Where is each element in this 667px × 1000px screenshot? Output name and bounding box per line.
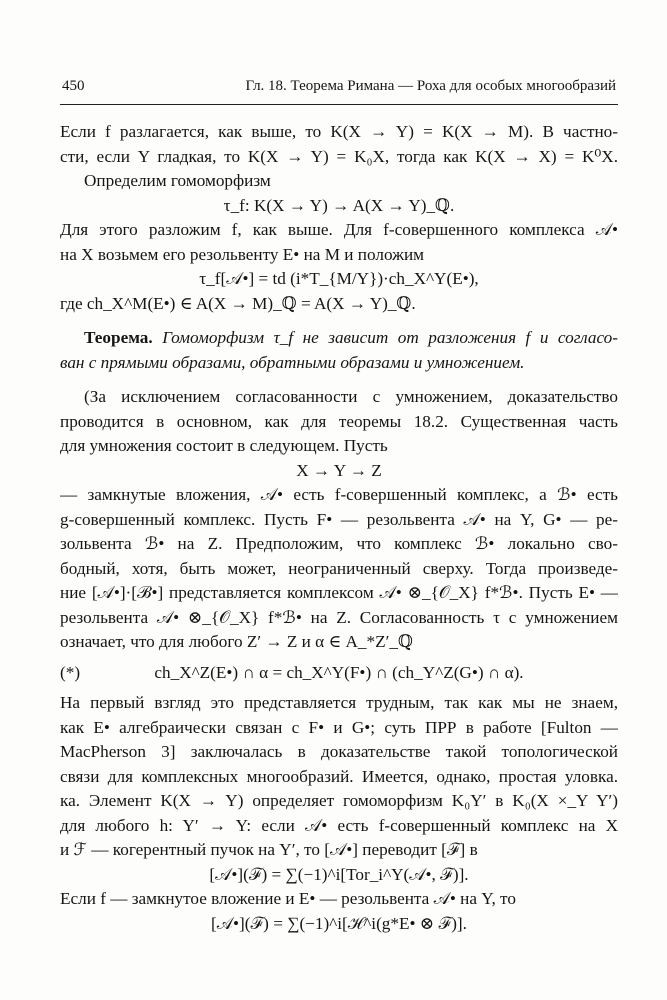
text-line: ка. Элемент K(X → Y) определяет гомоморфизм K₀Y′ в K₀(X ×_Y Y′): [60, 791, 618, 810]
running-title: Гл. 18. Теорема Римана — Роха для особых многообразий: [245, 78, 616, 94]
text-line: Для этого разложим f, как выше. Для f-совершенного комплекса 𝒜•: [60, 220, 618, 239]
theorem-line: ван с прямыми образами, обратными образами и умножением.: [60, 352, 525, 372]
text-line: Если f разлагается, как выше, то K(X → Y) = K(X → M). В частно-: [60, 122, 618, 141]
text-line: означает, что для любого Z′ → Z и α ∈ A_*Z′_ℚ: [60, 632, 413, 651]
text-line: для умножения состоит в следующем. Пусть: [60, 436, 388, 455]
equation: ch_X^Z(E•) ∩ α = ch_X^Y(F•) ∩ (ch_Y^Z(G•) ∩ α).: [154, 662, 524, 682]
equation: [𝒜•](ℱ) = ∑(−1)^i[Tor_i^Y(𝒜•, ℱ)].: [209, 864, 469, 884]
text-line: где ch_X^M(E•) ∈ A(X → M)_ℚ = A(X → Y)_ℚ.: [60, 293, 416, 313]
text-line: ние [𝒜•]·[ℬ•] представляется комплексом 𝒜• ⊗_{𝒪_X} f*ℬ•. Пусть E• —: [60, 583, 618, 602]
spacer: [60, 375, 618, 385]
equation: τ_f: K(X → Y) → A(X → Y)_ℚ.: [223, 195, 455, 215]
page-body: [60, 120, 618, 936]
text-line: MacPherson 3] заключалась в доказательстве такой топологической: [60, 742, 618, 761]
spacer: [60, 316, 618, 326]
text-line: связи для комплексных многообразий. Имеется, однако, простая уловка.: [60, 766, 618, 786]
text-line: на X возьмем его резольвенту E• на M и положим: [60, 244, 425, 264]
theorem-label: Теорема.: [84, 328, 153, 347]
text-line: (За исключением согласованности с умножением, доказательство: [84, 387, 618, 406]
equation-tag: (*): [60, 662, 81, 682]
text-line: бодный, хотя, быть может, неограниченный сверху. Тогда произведе-: [60, 558, 618, 578]
theorem-line: [60, 326, 618, 351]
text-line: для любого h: Y′ → Y: если 𝒜• есть f-совершенный комплекс на X: [60, 815, 618, 835]
text-line: сти, если Y гладкая, то K(X → Y) = K₀X, тогда как K(X → X) = K⁰X.: [60, 146, 618, 166]
equation: [𝒜•](ℱ) = ∑(−1)^i[ℋ^i(g*E• ⊗ ℱ)].: [211, 913, 467, 933]
text-line: зольвента ℬ• на Z. Предположим, что комплекс ℬ• локально сво-: [60, 534, 618, 553]
equation: X → Y → Z: [296, 460, 382, 480]
text-line: g-совершенный комплекс. Пусть F• — резольвента 𝒜• на Y, G• — ре-: [60, 509, 618, 529]
text-line: Если f — замкнутое вложение и E• — резольвента 𝒜• на Y, то: [60, 889, 516, 908]
text-line: Определим гомоморфизм: [84, 171, 271, 190]
text-line: как E• алгебраически связан с F• и G•; суть ПРР в работе [Fulton —: [60, 717, 618, 737]
text-line: проводится в основном, как для теоремы 18.2. Существенная часть: [60, 411, 618, 431]
running-header: [62, 78, 616, 96]
text-line: — замкнутые вложения, 𝒜• есть f-совершенный комплекс, а ℬ• есть: [60, 485, 618, 504]
page-number: 450: [62, 78, 85, 94]
header-rule: [60, 104, 618, 105]
numbered-equation: [60, 661, 618, 686]
text-line: резольвента 𝒜• ⊗_{𝒪_X} f*ℬ• на Z. Согласованность τ с умножением: [60, 607, 618, 627]
text-line: и ℱ — когерентный пучок на Y′, то [𝒜•] переводит [ℱ] в: [60, 840, 478, 859]
theorem-block: [60, 326, 618, 375]
text-line: На первый взгляд это представляется трудным, так как мы не знаем,: [60, 693, 618, 712]
theorem-text: Гомоморфизм τ_f не зависит от разложения f и согласо-: [152, 328, 618, 347]
equation: τ_f[𝒜•] = td (i*T_{M/Y})·ch_X^Y(E•),: [199, 269, 479, 288]
